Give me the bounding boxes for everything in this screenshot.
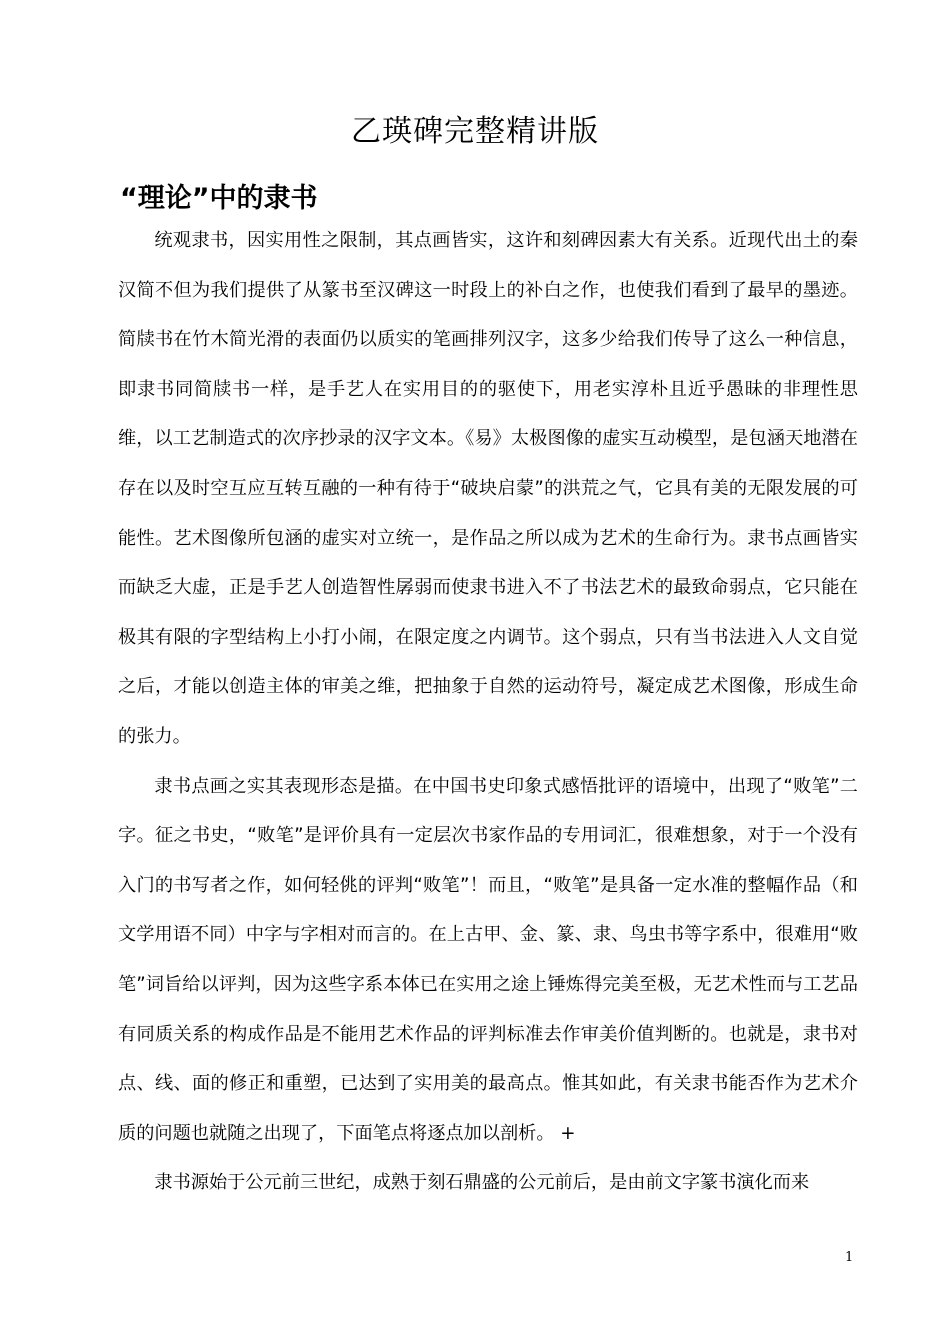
document-title: 乙瑛碑完整精讲版 [351, 114, 599, 150]
body-text [118, 216, 858, 1208]
paragraph-3: 隶书源始于公元前三世纪，成熟于刻石鼎盛的公元前后，是由前文字篆书演化而来 [154, 1172, 810, 1194]
page-number: 1 [845, 1250, 854, 1265]
section-heading: “理论”中的隶书 [120, 183, 318, 215]
paragraph-2: 隶书点画之实其表现形态是描。在中国书史印象式感悟批评的语境中，出现了“败笔”二字。征之书史，“败笔”是评价具有一定层次书家作品的专用词汇，很难想象，对于一个没有入门的书写者之作，如何轻佻的评判“败笔”！而且，“败笔”是具备一定水准的整幅作品（和文学用语不同）中字与字相对而言的。在上古甲、金、篆、隶、鸟虫书等字系中，很难用“败笔”词旨给以评判，因为这些字系本体已在实用之途上锤炼得完美至极，无艺术性而与工艺品有同质关系的构成作品是不能用艺术作品的评判标准去作审美价值判断的。也就是，隶书对点、线、面的修正和重塑，已达到了实用美的最高点。惟其如此，有关隶书能否作为艺术介质的问题也就随之出现了，下面笔点将逐点加以剖析。 + [118, 775, 858, 1144]
paragraph-1: 统观隶书，因实用性之限制，其点画皆实，这许和刻碑因素大有关系。近现代出土的秦汉简不但为我们提供了从篆书至汉碑这一时段上的补白之作，也使我们看到了最早的墨迹。简牍书在竹木简光滑的表面仍以质实的笔画排列汉字，这多少给我们传导了这么一种信息，即隶书同简牍书一样，是手艺人在实用目的的驱使下，用老实淳朴且近乎愚昧的非理性思维，以工艺制造式的次序抄录的汉字文本。《易》太极图像的虚实互动模型，是包涵天地潜在存在以及时空互应互转互融的一种有待于“破块启蒙”的洪荒之气，它具有美的无限发展的可能性。艺术图像所包涵的虚实对立统一，是作品之所以成为艺术的生命行为。隶书点画皆实而缺乏大虚，正是手艺人创造智性孱弱而使隶书进入不了书法艺术的最致命弱点，它只能在极其有限的字型结构上小打小闹，在限定度之内调节。这个弱点，只有当书法进入人文自觉之后，才能以创造主体的审美之维，把抽象于自然的运动符号，凝定成艺术图像，形成生命的张力。 [118, 230, 858, 747]
